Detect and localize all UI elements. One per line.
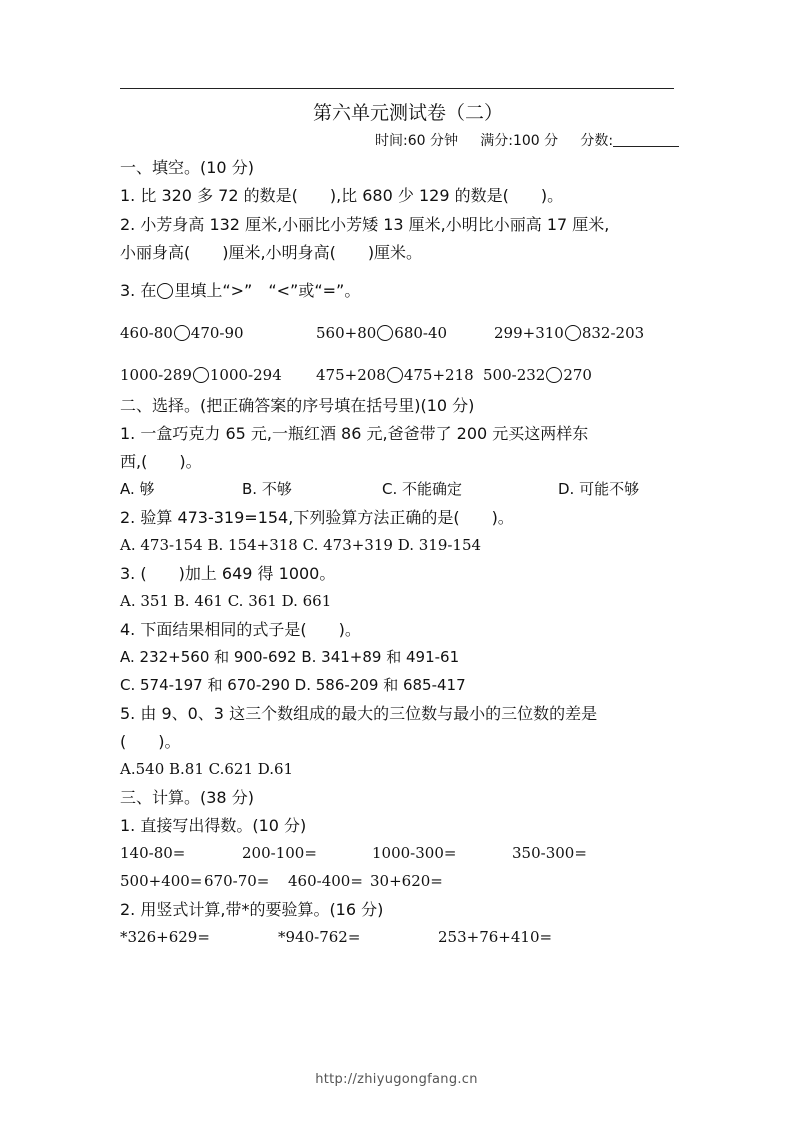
compare-circle-icon[interactable] (565, 325, 581, 341)
calc-item: 200-100= (242, 844, 317, 862)
s2-question-5-line-1: 5. 由 9、0、3 这三个数组成的最大的三位数与最小的三位数的差是 (120, 704, 598, 723)
calc-item: 30+620= (370, 872, 443, 890)
score-blank (613, 134, 679, 147)
section-3-heading: 三、计算。(38 分) (120, 788, 254, 807)
s1-q3-suffix: 里填上“>” “<”或“=”。 (174, 281, 361, 300)
compare-item-6 (483, 367, 592, 383)
s1-question-3 (120, 283, 360, 299)
compare-circle-icon[interactable] (174, 325, 190, 341)
s2-question-4: 4. 下面结果相同的式子是( )。 (120, 620, 361, 639)
s2-question-1-line-2: 西,( )。 (120, 452, 202, 471)
s1-question-2-line-2: 小丽身高( )厘米,小明身高( )厘米。 (120, 243, 423, 262)
calc-item: 670-70= (204, 872, 270, 890)
s2-q4-options-line-1: A. 232+560 和 900-692 B. 341+89 和 491-61 (120, 648, 460, 666)
compare-item-2 (316, 325, 447, 341)
footer-url: http://zhiyugongfang.cn (315, 1072, 478, 1087)
compare-left: 500-232 (483, 366, 546, 384)
section-1-heading: 一、填空。(10 分) (120, 158, 254, 177)
page-title: 第六单元测试卷（二） (313, 103, 504, 124)
vertical-calc-item: 253+76+410= (438, 928, 553, 946)
s2-question-3: 3. ( )加上 649 得 1000。 (120, 564, 336, 583)
compare-right: 1000-294 (209, 366, 282, 384)
s2-q1-option-c: C. 不能确定 (382, 480, 463, 498)
compare-circle-icon[interactable] (546, 367, 562, 383)
vertical-calc-item: *940-762= (278, 928, 361, 946)
compare-item-5 (316, 367, 474, 383)
compare-circle-icon[interactable] (377, 325, 393, 341)
calc-item: 140-80= (120, 844, 186, 862)
s2-question-1-line-1: 1. 一盒巧克力 65 元,一瓶红酒 86 元,爸爸带了 200 元买这两样东 (120, 424, 589, 443)
compare-right: 470-90 (190, 324, 244, 342)
s2-question-2: 2. 验算 473-319=154,下列验算方法正确的是( )。 (120, 508, 514, 527)
s3-question-2: 2. 用竖式计算,带*的要验算。(16 分) (120, 900, 384, 919)
score-label: 分数: (580, 133, 614, 149)
compare-left: 475+208 (316, 366, 386, 384)
s2-question-5-line-2: ( )。 (120, 732, 181, 751)
compare-left: 460-80 (120, 324, 173, 342)
calc-item: 350-300= (512, 844, 587, 862)
compare-right: 832-203 (581, 324, 645, 342)
compare-circle-icon[interactable] (193, 367, 209, 383)
s2-q2-options: A. 473-154 B. 154+318 C. 473+319 D. 319-154 (120, 536, 482, 554)
compare-item-3 (494, 325, 644, 341)
calc-item: 1000-300= (372, 844, 457, 862)
s2-q5-options: A.540 B.81 C.621 D.61 (120, 760, 294, 778)
s3-question-1: 1. 直接写出得数。(10 分) (120, 816, 307, 835)
exam-info (375, 134, 679, 148)
vertical-calc-item: *326+629= (120, 928, 210, 946)
compare-circle-icon (157, 283, 173, 299)
compare-circle-icon[interactable] (387, 367, 403, 383)
compare-right: 680-40 (394, 324, 448, 342)
compare-left: 1000-289 (120, 366, 192, 384)
compare-item-1 (120, 325, 244, 341)
top-rule (120, 88, 674, 89)
section-2-heading: 二、选择。(把正确答案的序号填在括号里)(10 分) (120, 396, 475, 415)
s1-question-1: 1. 比 320 多 72 的数是( ),比 680 少 129 的数是( )。 (120, 186, 564, 205)
full-score: 满分:100 分 (480, 133, 559, 149)
calc-item: 460-400= (288, 872, 363, 890)
compare-left: 299+310 (494, 324, 564, 342)
s2-q3-options: A. 351 B. 461 C. 361 D. 661 (120, 592, 332, 610)
s1-q3-prefix: 3. 在 (120, 281, 157, 300)
calc-item: 500+400= (120, 872, 203, 890)
s1-question-2-line-1: 2. 小芳身高 132 厘米,小丽比小芳矮 13 厘米,小明比小丽高 17 厘米, (120, 215, 610, 234)
compare-right: 475+218 (403, 366, 474, 384)
s2-q1-option-d: D. 可能不够 (558, 480, 640, 498)
compare-right: 270 (563, 366, 592, 384)
compare-left: 560+80 (316, 324, 377, 342)
s2-q1-option-a: A. 够 (120, 480, 155, 498)
s2-q4-options-line-2: C. 574-197 和 670-290 D. 586-209 和 685-417 (120, 676, 466, 694)
s2-q1-option-b: B. 不够 (242, 480, 292, 498)
time-limit: 时间:60 分钟 (375, 133, 458, 149)
compare-item-4 (120, 367, 282, 383)
